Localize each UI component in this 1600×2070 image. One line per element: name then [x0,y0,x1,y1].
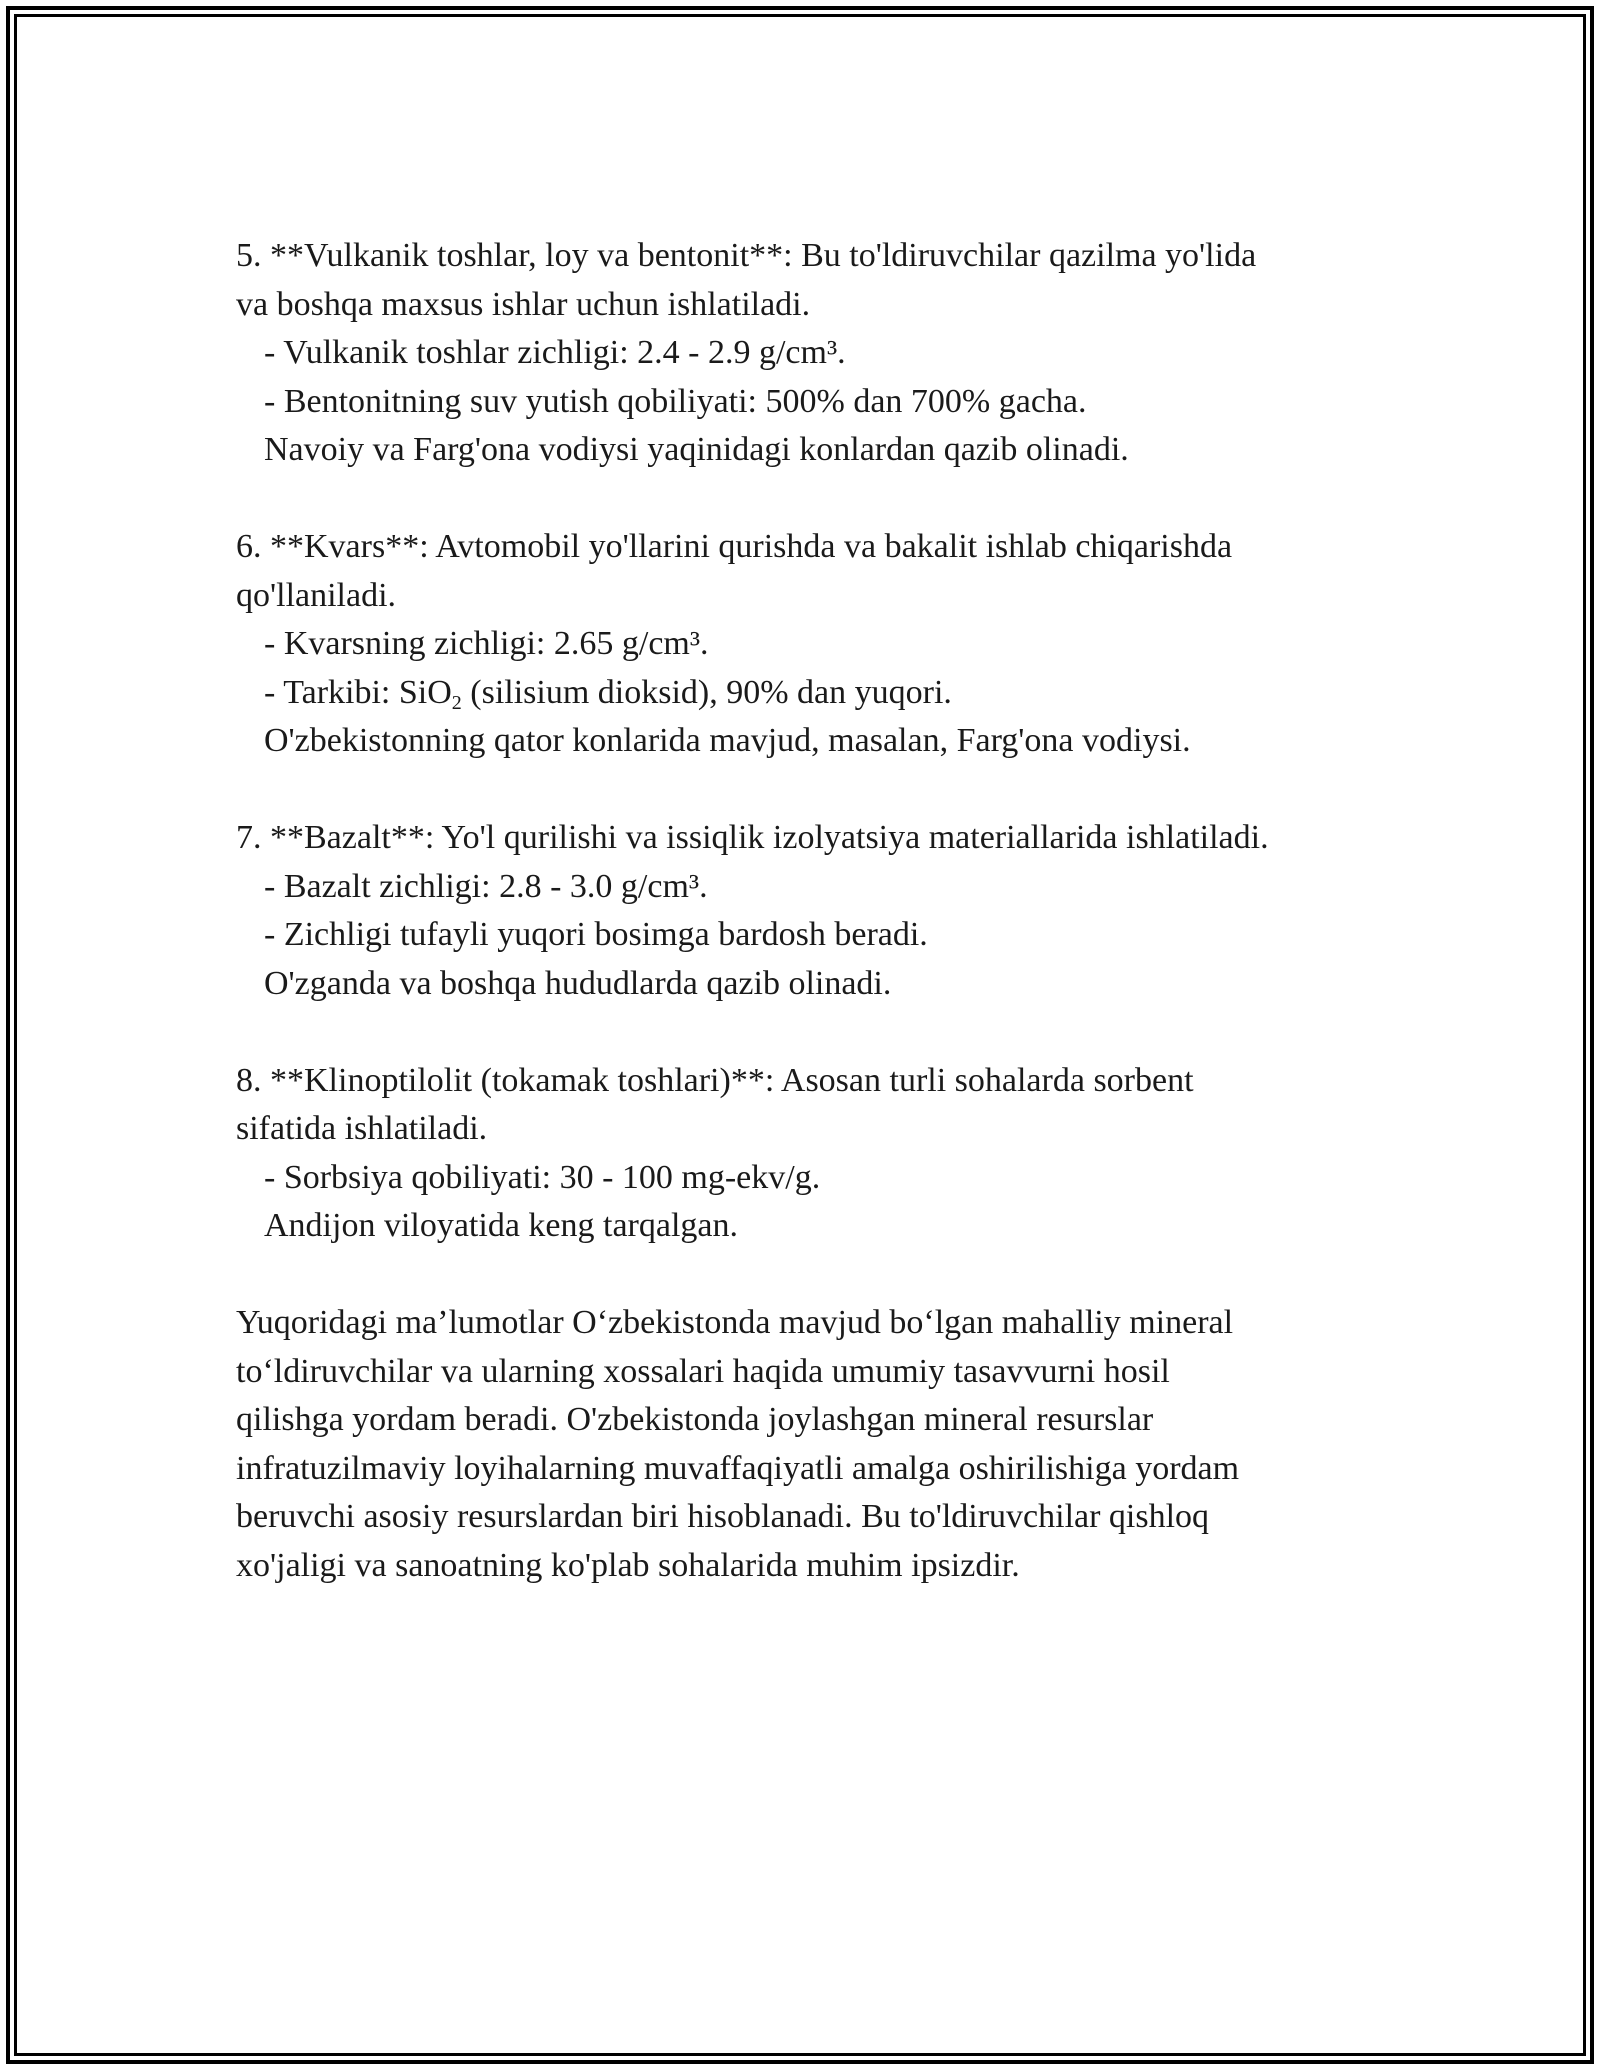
location-note: Andijon viloyatida keng tarqalgan. [264,1207,738,1244]
conclusion-line: xo'jaligi va sanoatning ko'plab sohalarida muhim ipsizdir. [236,1546,1020,1584]
formula-subscript: 2 [451,691,462,714]
property-item: - Kvarsning zichligi: 2.65 g/cm³. [264,625,709,662]
section-heading-line: 6. **Kvars**: Avtomobil yo'llarini qurishda va bakalit ishlab chiqarishda [236,528,1233,565]
document-body [236,232,1416,1639]
location-note: O'zganda va boshqa hududlarda qazib olinadi. [264,964,892,1002]
property-item-composition [236,669,1416,718]
property-item: - Sorbsiya qobiliyati: 30 - 100 mg-ekv/g. [264,1158,821,1196]
section-klinoptilolit [236,1057,1416,1251]
composition-text-rest: (silisium dioksid), 90% dan yuqori. [461,673,952,711]
conclusion-line: Yuqoridagi ma’lumotlar O‘zbekistonda mavjud bo‘lgan mahalliy mineral [236,1304,1234,1341]
section-heading-line: 5. **Vulkanik toshlar, loy va bentonit**: Bu to'ldiruvchilar qazilma yo'lida [236,237,1257,274]
section-heading-line: qo'llaniladi. [236,576,397,614]
section-bazalt [236,814,1416,1008]
location-note: Navoiy va Farg'ona vodiysi yaqinidagi konlardan qazib olinadi. [264,431,1129,468]
property-item: - Bentonitning suv yutish qobiliyati: 500% dan 700% gacha. [264,382,1087,420]
section-heading-line: sifatida ishlatiladi. [236,1110,488,1147]
conclusion-line: qilishga yordam beradi. O'zbekistonda joylashgan mineral resurslar [236,1401,1154,1438]
conclusion-paragraph [236,1299,1416,1590]
property-item: - Bazalt zichligi: 2.8 - 3.0 g/cm³. [264,867,708,905]
conclusion-line: infratuzilmaviy loyihalarning muvaffaqiyatli amalga oshirilishiga yordam [236,1449,1240,1487]
location-note: O'zbekistonning qator konlarida mavjud, masalan, Farg'ona vodiysi. [264,722,1191,759]
composition-text: - Tarkibi: SiO [264,673,452,711]
conclusion-line: to‘ldiruvchilar va ularning xossalari haqida umumiy tasavvurni hosil [236,1352,1170,1390]
section-heading-line: 7. **Bazalt**: Yo'l qurilishi va issiqlik izolyatsiya materiallarida ishlatiladi. [236,819,1269,856]
property-item: - Vulkanik toshlar zichligi: 2.4 - 2.9 g/cm³. [264,334,846,371]
section-vulkanik-toshlar [236,232,1416,475]
section-heading-line: va boshqa maxsus ishlar uchun ishlatiladi. [236,285,811,323]
conclusion-line: beruvchi asosiy resurslardan biri hisoblanadi. Bu to'ldiruvchilar qishloq [236,1498,1210,1535]
property-item: - Zichligi tufayli yuqori bosimga bardosh beradi. [264,916,928,953]
section-heading-line: 8. **Klinoptilolit (tokamak toshlari)**: Asosan turli sohalarda sorbent [236,1061,1194,1099]
section-kvars [236,523,1416,766]
